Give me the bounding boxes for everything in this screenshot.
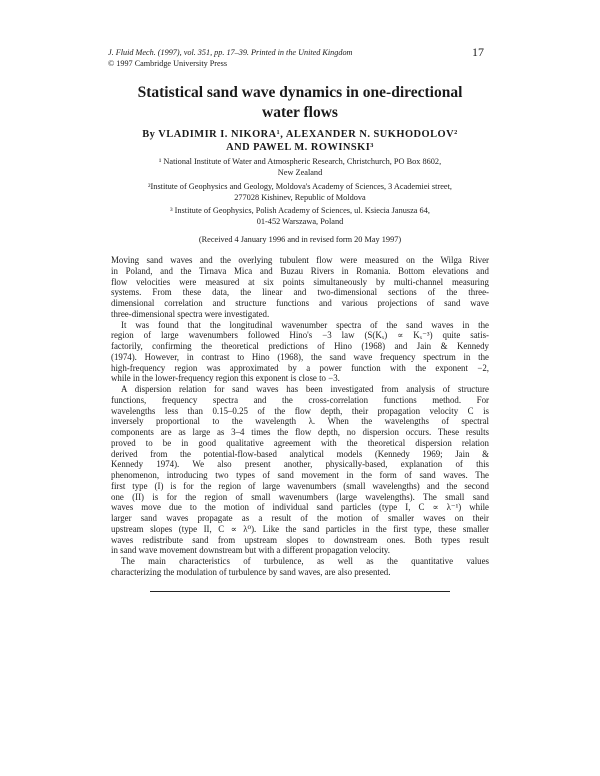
section-divider [150,591,450,592]
affiliation-line: New Zealand [277,168,323,177]
page-number: 17 [472,45,484,59]
abstract-line: upstream slopes (type II, C ∝ λ⁰). Like the sand particles in the first type, these smaller [111,523,489,534]
author-line: By VLADIMIR I. NIKORA¹, ALEXANDER N. SUKHODOLOV² [142,129,458,140]
abstract-line: wavelengths less than 0.15–0.25 of the flow depth, their propagation velocity C is [111,405,489,416]
abstract-line: systems. From these data, the linear and two-dimensional sections of the three- [111,287,489,298]
abstract-line: components are as large as 3–4 times the flow depth, no dispersion occurs. These results [111,427,489,437]
affiliation-3 [110,205,490,227]
abstract-line: (1974). However, in contrast to Hino (1968), the sand wave frequency spectrum in the [111,351,489,362]
abstract-line: A dispersion relation for sand waves has been investigated from analysis of structure [121,384,489,394]
abstract-line: flow velocities were measured at six points simultaneously by multi-channel measuring [111,276,489,287]
abstract-line: It was found that the longitudinal wavenumber spectra of the sand waves in the [121,319,489,330]
abstract-line: dimensional correlation and structure functions and various projections of sand wave [111,298,489,308]
abstract-line: one (II) is for the region of small wavenumbers (large wavelengths). The small sand [111,491,489,502]
affiliation-line: 277028 Kishinev, Republic of Moldova [234,192,366,202]
abstract-line: waves move due to the motion of individual sand particles (type I, C ∝ λ⁻¹) while [111,502,489,513]
abstract-line: factorily, confirming the theoretical predictions of Hino (1968) and Jain & Kennedy [111,341,489,351]
title-line: Statistical sand wave dynamics in one-directional [137,84,463,101]
abstract-line: region of large wavenumbers followed Hino's −3 law (S(Kₓ) ∝ Kₓ⁻³) quite satis- [111,330,489,341]
abstract-line: proved to be in good qualitative agreement with the theoretical dispersion relation [111,437,489,448]
author-line: AND PAWEL M. ROWINSKI³ [226,142,374,153]
received-date: (Received 4 January 1996 and in revised form 20 May 1997) [198,235,402,244]
journal-header [108,47,488,69]
author-list [100,128,500,154]
copyright-line: © 1997 Cambridge University Press [108,59,228,68]
paper-title [105,83,495,123]
abstract-line: derived from the potential-flow-based analytical models (Kennedy 1969; Jain & [111,448,489,459]
affiliation-line: ¹ National Institute of Water and Atmospheric Research, Christchurch, PO Box 8602, [158,157,442,166]
abstract-line: high-frequency region was approximated by a power function with the exponent −2, [111,362,489,373]
abstract-line: in Poland, and the Tirnava Mica and Buzau Rivers in Romania. Bottom elevations and [111,265,489,276]
abstract-line: in sand wave movement downstream but with a different propagation velocity. [111,545,390,556]
abstract-line: waves redistribute sand from upstream slopes to downstream ones. Both types result [111,534,489,545]
affiliation-line: ²Institute of Geophysics and Geology, Moldova's Academy of Sciences, 3 Academiei street, [148,181,452,191]
abstract-line: inversely proportional to the wavelength λ. When the wavelengths of spectral [111,416,489,427]
affiliation-2 [110,181,490,203]
journal-citation: J. Fluid Mech. (1997), vol. 351, pp. 17–39. Printed in the United Kingdom [108,48,353,57]
title-line: water flows [262,104,338,121]
abstract [111,255,489,578]
abstract-line: characterizing the modulation of turbulence by sand waves, are also presented. [111,566,391,577]
affiliation-1 [110,156,490,178]
abstract-line: Kennedy 1974). We also present another, physically-based, explanation of this [111,459,489,470]
abstract-line: while in the lower-frequency region this exponent is close to −3. [111,373,340,384]
abstract-line: The main characteristics of turbulence, as well as the quantitative values [121,556,489,566]
abstract-line: phenomenon, introducing two types of sand movement in the form of sand waves. The [111,470,489,480]
abstract-line: first type (I) is for the region of large wavenumbers (small wavelengths) and the second [111,480,489,491]
abstract-line: three-dimensional spectra were investigated. [111,308,270,319]
affiliation-line: 01-452 Warszawa, Poland [256,217,344,226]
abstract-line: Moving sand waves and the overlying tubulent flow were measured on the Wilga River [111,255,489,265]
affiliations [110,156,490,230]
abstract-line: functions, frequency spectra and the cross-correlation functions method. For [111,394,489,405]
affiliation-line: ³ Institute of Geophysics, Polish Academy of Sciences, ul. Ksiecia Janusza 64, [170,206,430,215]
abstract-line: larger sand waves propagate as a result of the motion of smaller waves on their [111,513,489,523]
